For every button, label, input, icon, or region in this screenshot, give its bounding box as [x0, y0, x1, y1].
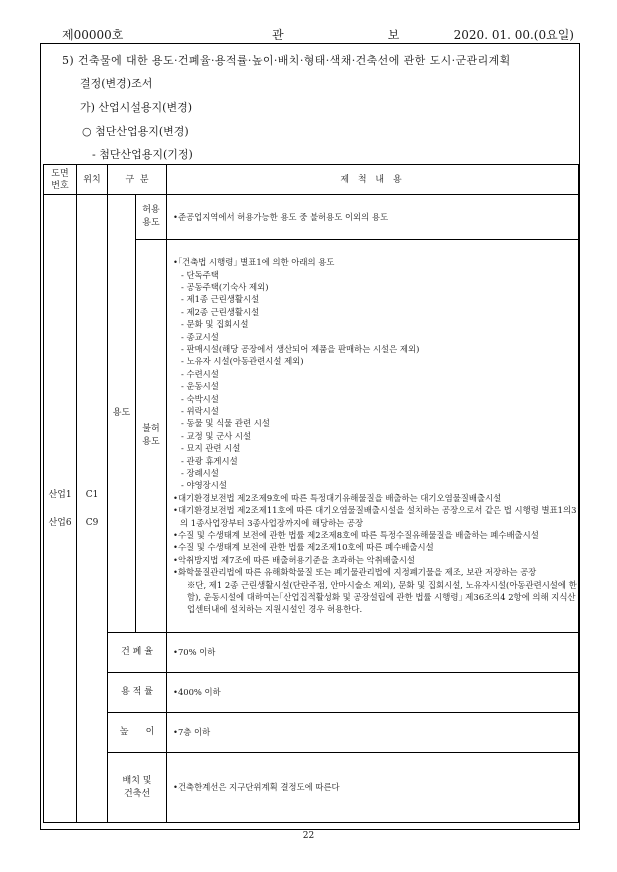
subsubsection-heading: ○ 첨단산업용지(변경)	[82, 125, 189, 138]
header-location: 위치	[77, 165, 108, 195]
usage-label-cell: 용도	[108, 195, 136, 633]
height-label-cell: 높 이	[108, 713, 167, 753]
list-item: - 야영장시설	[181, 480, 227, 491]
regulation-table	[43, 164, 579, 823]
list-item: - 관광 휴게시설	[181, 455, 238, 466]
table-row	[44, 673, 579, 713]
disallowed-content-cell	[167, 240, 579, 633]
list-item: •대기환경보전법 제2조제11호에 따른 대기오염물질배출시설을 설치하는 공장으로서 같은 법 시행령 별표1의3의 1종사업장부터 3종사업장까지에 해당하는 공장	[173, 505, 577, 528]
section-heading: 5) 건축물에 대한 용도·건폐율·용적률·높이·배치·형태·색채·건축선에 관한 도시·군관리계획	[62, 54, 511, 67]
location-cell	[77, 195, 108, 823]
table-row	[44, 753, 579, 823]
list-item: •수질 및 수생태계 보전에 관한 법률 제2조제8호에 따른 특정수질유해물질을 배출하는 폐수배출시설	[173, 530, 539, 541]
header-drawing-no: 도면 번호	[44, 165, 77, 195]
list-item: - 동물 및 식물 관련 시설	[181, 418, 270, 429]
list-item: - 교정 및 군사 시설	[181, 430, 252, 441]
coverage-label-cell: 건 폐 율	[108, 633, 167, 673]
list-item: - 공동주택(기숙사 제외)	[181, 281, 269, 292]
table-row	[44, 633, 579, 673]
gazette-title: 관 보	[272, 28, 406, 42]
list-item: •｢건축법 시행령｣ 별표1에 의한 아래의 용도	[173, 257, 335, 268]
table-header-row	[44, 165, 579, 195]
table-row	[44, 195, 579, 240]
page-number: 22	[302, 831, 315, 841]
list-item: - 제2종 근린생활시설	[181, 306, 260, 317]
placement-value-cell: •건축한계선은 지구단위계획 결정도에 따른다	[167, 753, 579, 823]
coverage-value-cell: •70% 이하	[167, 633, 579, 673]
list-item: •수질 및 수생태계 보전에 관한 법률 제2조제10호에 따른 폐수배출시설	[173, 542, 434, 553]
far-label-cell: 용 적 률	[108, 673, 167, 713]
list-item: - 판매시설(해당 공장에서 생산되어 제품을 판매하는 시설은 제외)	[181, 343, 420, 354]
drawing-number: 산업6	[48, 517, 72, 528]
allowed-label-cell: 허용 용도	[136, 195, 167, 240]
issue-date: 2020. 01. 00.(0요일)	[453, 28, 574, 42]
disallowed-label-cell: 불허 용도	[136, 240, 167, 633]
list-item: •대기환경보전법 제2조제9호에 따른 특정대기유해물질을 배출하는 대기오염물질배출시설	[173, 492, 502, 503]
issue-number: 제00000호	[62, 28, 124, 42]
list-item: - 제1종 근린생활시설	[181, 294, 260, 305]
placement-label-cell: 배치 및 건축선	[108, 753, 167, 823]
list-item: - 숙박시설	[181, 393, 219, 404]
list-item: •화학물질관리법에 따른 유해화학물질 또는 폐기물관리법에 지정폐기물을 제조, 보관 저장하는 공장	[173, 567, 537, 578]
far-value-cell: •400% 이하	[167, 673, 579, 713]
list-item: - 묘지 관련 시설	[181, 443, 241, 454]
list-item: •악취방지법 제7조에 따른 배출허용기준을 초과하는 악취배출시설	[173, 554, 416, 565]
list-item: - 장례시설	[181, 468, 219, 479]
drawing-number-cell	[44, 195, 77, 823]
section-heading-cont: 결정(변경)조서	[80, 77, 153, 90]
table-row	[44, 713, 579, 753]
subsection-heading: 가) 산업시설용지(변경)	[80, 101, 193, 114]
exception-note: ※단, 제1 2종 근린생활시설(단란주점, 안마시술소 제외), 문화 및 집회시설, 노유자시설(아동관련시설에 한함), 운동시설에 대하여는｢산업집적활성화 및 공장설립에 관한 법률 시행령｣ 제36조의4 2항에 의해 지식산업센터내에 설치하는 지원시설인 경우 허용한다.	[187, 579, 577, 615]
list-item: - 운동시설	[181, 381, 219, 392]
header-category: 구 분	[108, 165, 167, 195]
list-item: - 종교시설	[181, 331, 219, 342]
allowed-content-cell: •준공업지역에서 허용가능한 용도 중 불허용도 이외의 용도	[167, 195, 579, 240]
list-item: - 문화 및 집회시설	[181, 319, 249, 330]
list-item: - 단독주택	[181, 269, 219, 280]
list-item: - 위락시설	[181, 405, 219, 416]
location-code: C9	[85, 517, 99, 528]
list-item: - 수련시설	[181, 368, 219, 379]
header-content: 제 척 내 용	[167, 165, 579, 195]
item-heading: - 첨단산업용지(기정)	[92, 148, 193, 161]
page-header	[40, 20, 580, 44]
height-value-cell: •7층 이하	[167, 713, 579, 753]
list-item: - 노유자 시설(아동관련시설 제외)	[181, 356, 304, 367]
location-code: C1	[85, 489, 99, 500]
drawing-number: 산업1	[48, 489, 72, 500]
